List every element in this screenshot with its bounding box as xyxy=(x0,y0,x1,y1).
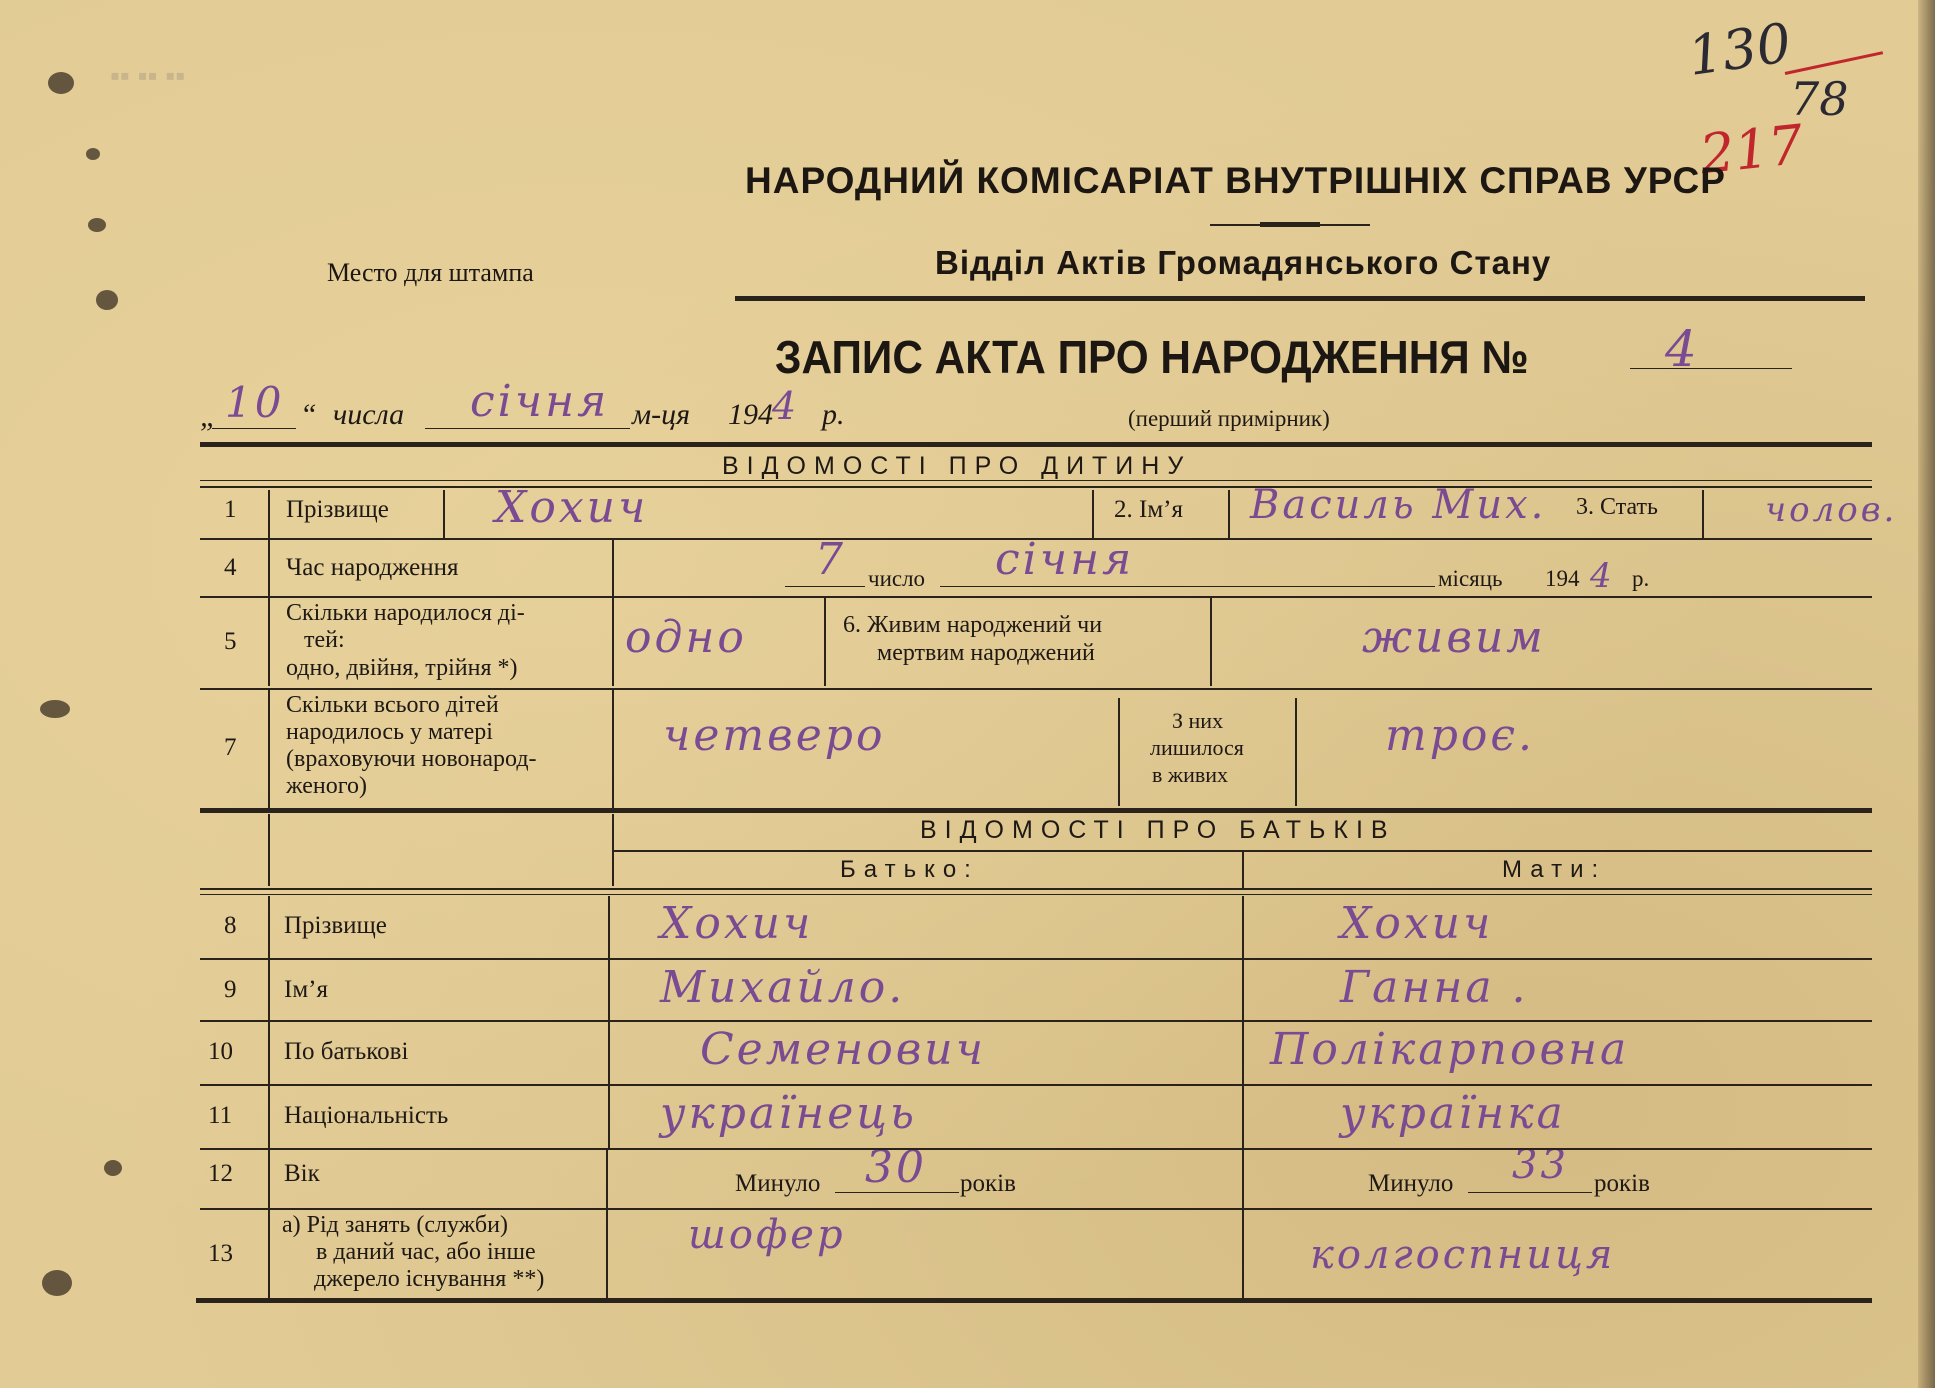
col-divider xyxy=(268,1210,270,1298)
father-age-prefix: Минуло xyxy=(735,1170,821,1197)
father-value: українець xyxy=(660,1088,917,1139)
row-number: 13 xyxy=(208,1240,233,1267)
punch-hole xyxy=(104,1160,122,1176)
divider xyxy=(1260,222,1320,227)
row-rule xyxy=(200,1084,1872,1086)
col-divider xyxy=(1210,598,1212,686)
col-divider xyxy=(1242,1210,1244,1298)
col-divider xyxy=(1242,960,1244,1022)
mother-age-prefix: Минуло xyxy=(1368,1170,1454,1197)
father-occupation-value: шофер xyxy=(688,1212,846,1258)
child-name-label: 2. Ім’я xyxy=(1114,496,1183,523)
col-divider xyxy=(268,598,270,686)
alive-value: живим xyxy=(1362,612,1546,663)
survived-label-3: в живих xyxy=(1152,762,1229,787)
row-rule xyxy=(200,888,1872,890)
fill-line xyxy=(1468,1192,1592,1193)
birth-month-value: січня xyxy=(995,534,1135,585)
col-divider xyxy=(268,1086,270,1150)
father-age-suffix: років xyxy=(960,1170,1016,1197)
copy-note: (перший примірник) xyxy=(1128,406,1330,431)
punch-hole xyxy=(88,218,106,232)
year-digit: 4 xyxy=(772,384,800,428)
parent-row-label: По батькові xyxy=(284,1038,409,1065)
col-divider xyxy=(268,960,270,1022)
child-surname-value: Хохич xyxy=(495,482,649,533)
col-divider xyxy=(268,896,270,960)
father-age-value: 30 xyxy=(865,1142,927,1193)
punch-hole xyxy=(40,700,70,718)
mother-age-suffix: років xyxy=(1594,1170,1650,1197)
total-value: четверо xyxy=(663,710,886,761)
row-number: 10 xyxy=(208,1038,233,1065)
punch-hole xyxy=(96,290,118,310)
registration-day: 10 xyxy=(225,378,285,427)
occupation-label-3: джерело існування **) xyxy=(314,1266,545,1292)
row-number: 11 xyxy=(208,1102,233,1129)
mother-value: Хохич xyxy=(1340,898,1494,949)
row-number: 8 xyxy=(224,912,237,939)
archive-number-red: 217 xyxy=(1696,112,1807,187)
year-suffix: р. xyxy=(822,398,845,431)
alive-label-1: 6. Живим народжений чи xyxy=(843,612,1103,638)
col-divider xyxy=(608,896,610,960)
total-label-3: (враховуючи новонарод- xyxy=(286,746,537,772)
row-rule xyxy=(200,894,1872,895)
date-quote-open: „ xyxy=(200,400,217,433)
col-divider xyxy=(608,1022,610,1086)
col-divider xyxy=(1242,896,1244,960)
child-count-label-3: одно, двійня, трійня *) xyxy=(286,655,518,681)
col-divider xyxy=(824,598,826,686)
parent-row-label: Національність xyxy=(284,1102,449,1129)
punch-hole xyxy=(48,72,74,94)
father-value: Хохич xyxy=(660,898,814,949)
col-divider xyxy=(268,1022,270,1086)
col-divider xyxy=(1242,852,1244,888)
survived-value: троє. xyxy=(1385,710,1536,761)
col-divider xyxy=(608,1086,610,1150)
child-surname-label: Прізвище xyxy=(286,496,389,523)
col-divider xyxy=(1242,1086,1244,1150)
father-value: Михайло. xyxy=(660,962,906,1013)
mother-value: українка xyxy=(1340,1088,1566,1139)
child-name-value: Василь Мих. xyxy=(1250,482,1547,528)
col-divider xyxy=(268,490,270,538)
department-heading: Відділ Актів Громадянського Стану xyxy=(935,244,1552,281)
child-sex-label: 3. Стать xyxy=(1576,494,1658,520)
col-divider xyxy=(1228,490,1230,538)
mother-age-value: 33 xyxy=(1512,1142,1569,1188)
page-edge xyxy=(1918,0,1935,1388)
col-divider xyxy=(1118,698,1120,806)
fill-line xyxy=(940,586,1435,587)
registration-month: січня xyxy=(470,376,610,427)
col-divider xyxy=(1295,698,1297,806)
total-label-1: Скільки всього дітей xyxy=(286,692,499,718)
table-bottom-rule xyxy=(196,1298,1872,1303)
birth-year-suffix: р. xyxy=(1632,566,1650,591)
parent-row-label: Прізвище xyxy=(284,912,387,939)
section-rule xyxy=(200,808,1872,813)
date-line xyxy=(212,428,296,429)
col-divider xyxy=(606,1150,608,1208)
month-line xyxy=(425,428,630,429)
col-divider xyxy=(1242,1150,1244,1208)
show-through-text: ▪▪ ▪▪ ▪▪ xyxy=(110,60,186,91)
child-section-heading: ВІДОМОСТІ ПРО ДИТИНУ xyxy=(722,452,1192,480)
date-quote-close: “ xyxy=(300,398,317,431)
punch-hole xyxy=(42,1270,72,1296)
row-rule xyxy=(200,958,1872,960)
ministry-heading: НАРОДНИЙ КОМІСАРІАТ ВНУТРІШНІХ СПРАВ УРСР xyxy=(745,160,1726,201)
fill-line xyxy=(785,586,865,587)
occupation-label-1: а) Рід занять (служби) xyxy=(282,1212,508,1238)
birth-month-label: місяць xyxy=(1438,566,1503,591)
parent-row-label: Ім’я xyxy=(284,976,328,1003)
header-rule xyxy=(735,296,1865,301)
row-number: 4 xyxy=(224,554,237,581)
father-value: Семенович xyxy=(700,1024,987,1075)
birth-year-digit: 4 xyxy=(1590,556,1615,596)
survived-label-2: лишилося xyxy=(1150,735,1244,760)
child-count-label-1: Скільки народилося ді- xyxy=(286,600,525,626)
survived-label-1: З них xyxy=(1172,708,1224,733)
row-number: 1 xyxy=(224,496,237,523)
mother-value: Полікарповна xyxy=(1270,1024,1630,1075)
col-divider xyxy=(443,490,445,538)
archive-number-middle: 78 xyxy=(1790,72,1849,126)
col-divider xyxy=(606,1210,608,1298)
col-divider xyxy=(268,1150,270,1208)
birth-day-value: 7 xyxy=(815,534,846,585)
mother-heading: Мати: xyxy=(1502,856,1607,883)
alive-label-2: мертвим народжений xyxy=(877,640,1095,666)
occupation-label-2: в даний час, або інше xyxy=(316,1239,536,1265)
day-label: числа xyxy=(333,398,405,431)
archive-number-top: 130 xyxy=(1684,11,1795,88)
rule xyxy=(200,486,1872,488)
row-rule xyxy=(200,596,1872,598)
birth-day-label: число xyxy=(868,566,926,591)
mother-value: Ганна . xyxy=(1340,962,1529,1013)
table-top-rule xyxy=(200,442,1872,447)
total-label-4: женого) xyxy=(286,773,367,799)
col-divider xyxy=(612,540,614,596)
birth-time-label: Час народження xyxy=(286,554,459,581)
stamp-placeholder: Место для штампа xyxy=(327,258,534,287)
fill-line xyxy=(835,1192,959,1193)
col-divider xyxy=(612,598,614,686)
document-title: ЗАПИС АКТА ПРО НАРОДЖЕННЯ № xyxy=(775,331,1529,383)
father-heading: Батько: xyxy=(840,856,979,883)
age-label: Вік xyxy=(284,1160,320,1187)
col-divider xyxy=(612,690,614,808)
col-divider xyxy=(1092,490,1094,538)
col-divider xyxy=(1242,1022,1244,1086)
row-rule xyxy=(200,1020,1872,1022)
row-number: 7 xyxy=(224,734,237,761)
child-count-value: одно xyxy=(625,612,747,663)
col-divider xyxy=(268,540,270,596)
row-number: 12 xyxy=(208,1160,233,1187)
punch-hole xyxy=(86,148,100,160)
rule xyxy=(200,480,1872,481)
birth-year-prefix: 194 xyxy=(1545,566,1580,591)
row-rule xyxy=(200,1208,1872,1210)
total-label-2: народилось у матері xyxy=(286,719,493,745)
row-rule xyxy=(200,688,1872,690)
child-sex-value: чолов. xyxy=(1765,490,1898,530)
row-rule xyxy=(200,1148,1872,1150)
record-number: 4 xyxy=(1665,320,1700,378)
month-label: м-ця xyxy=(632,398,691,431)
mother-occupation-value: колгоспниця xyxy=(1310,1232,1616,1278)
record-number-line xyxy=(1630,368,1792,369)
child-count-label-2: тей: xyxy=(304,627,345,653)
year-prefix: 194 xyxy=(728,398,773,431)
col-divider xyxy=(608,960,610,1022)
col-divider xyxy=(268,690,270,808)
col-divider xyxy=(268,814,270,886)
col-divider xyxy=(1702,490,1704,538)
parents-section-heading: ВІДОМОСТІ ПРО БАТЬКІВ xyxy=(920,816,1396,844)
row-number: 9 xyxy=(224,976,237,1003)
row-number: 5 xyxy=(224,628,237,655)
